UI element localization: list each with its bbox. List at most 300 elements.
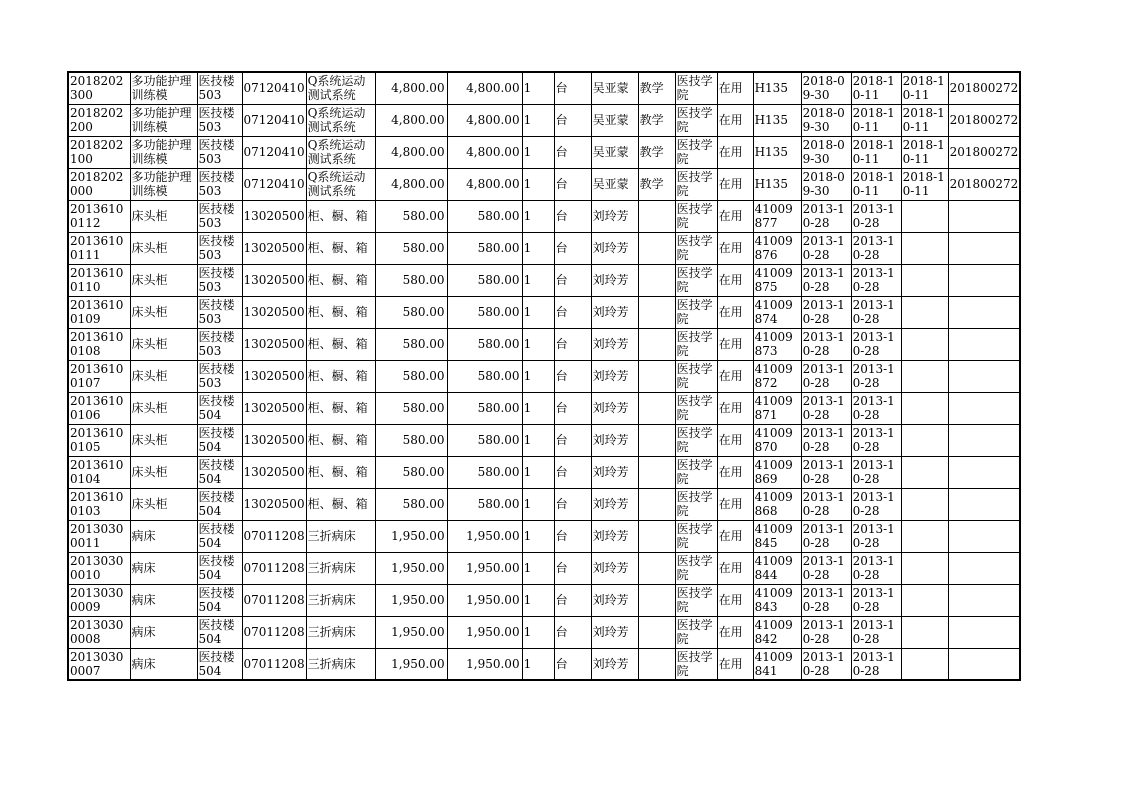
unit-cell: 台 (554, 456, 591, 488)
purchase-date-cell: 2013-10-28 (801, 456, 851, 488)
entry-date-cell: 2013-10-28 (851, 296, 901, 328)
unit-cell: 台 (554, 328, 591, 360)
location-cell: 医技楼504 (197, 456, 242, 488)
status-cell: 在用 (717, 264, 753, 296)
code-cell: 41009875 (753, 264, 801, 296)
code-cell: 41009868 (753, 488, 801, 520)
custodian-cell: 吴亚蒙 (591, 104, 638, 136)
department-cell: 医技学院 (675, 424, 717, 456)
usage-cell (638, 584, 675, 616)
custodian-cell: 刘玲芳 (591, 232, 638, 264)
table-row (68, 360, 1020, 392)
record-date-cell (901, 520, 948, 552)
asset-name-cell: 多功能护理训练模 (130, 72, 197, 104)
usage-cell: 教学 (638, 104, 675, 136)
voucher-no-cell (948, 424, 1020, 456)
voucher-no-cell (948, 232, 1020, 264)
record-date-cell (901, 648, 948, 680)
quantity-cell: 1 (522, 552, 554, 584)
category-name-cell: Q系统运动测试系统 (306, 72, 375, 104)
entry-date-cell: 2013-10-28 (851, 616, 901, 648)
usage-cell (638, 456, 675, 488)
category-code-cell: 07011208 (242, 648, 306, 680)
asset-id-cell: 2018202000 (68, 168, 130, 200)
amount-cell: 1,950.00 (447, 616, 522, 648)
record-date-cell (901, 392, 948, 424)
department-cell: 医技学院 (675, 328, 717, 360)
purchase-date-cell: 2013-10-28 (801, 200, 851, 232)
asset-name-cell: 病床 (130, 520, 197, 552)
category-name-cell: 柜、橱、箱 (306, 264, 375, 296)
entry-date-cell: 2013-10-28 (851, 456, 901, 488)
code-cell: 41009844 (753, 552, 801, 584)
record-date-cell (901, 584, 948, 616)
purchase-date-cell: 2013-10-28 (801, 584, 851, 616)
asset-name-cell: 床头柜 (130, 264, 197, 296)
quantity-cell: 1 (522, 392, 554, 424)
department-cell: 医技学院 (675, 552, 717, 584)
unit-price-cell: 580.00 (375, 392, 447, 424)
entry-date-cell: 2013-10-28 (851, 360, 901, 392)
asset-name-cell: 床头柜 (130, 328, 197, 360)
purchase-date-cell: 2018-09-30 (801, 72, 851, 104)
entry-date-cell: 2013-10-28 (851, 520, 901, 552)
asset-id-cell: 20130300007 (68, 648, 130, 680)
category-code-cell: 13020500 (242, 392, 306, 424)
asset-name-cell: 病床 (130, 616, 197, 648)
asset-name-cell: 病床 (130, 584, 197, 616)
asset-name-cell: 床头柜 (130, 456, 197, 488)
unit-price-cell: 1,950.00 (375, 584, 447, 616)
asset-name-cell: 床头柜 (130, 296, 197, 328)
usage-cell (638, 552, 675, 584)
usage-cell: 教学 (638, 168, 675, 200)
unit-cell: 台 (554, 424, 591, 456)
status-cell: 在用 (717, 616, 753, 648)
quantity-cell: 1 (522, 264, 554, 296)
unit-cell: 台 (554, 552, 591, 584)
status-cell: 在用 (717, 392, 753, 424)
entry-date-cell: 2013-10-28 (851, 200, 901, 232)
code-cell: 41009845 (753, 520, 801, 552)
status-cell: 在用 (717, 424, 753, 456)
status-cell: 在用 (717, 360, 753, 392)
unit-cell: 台 (554, 232, 591, 264)
voucher-no-cell: 201800272 (948, 168, 1020, 200)
entry-date-cell: 2013-10-28 (851, 424, 901, 456)
amount-cell: 1,950.00 (447, 520, 522, 552)
usage-cell (638, 200, 675, 232)
location-cell: 医技楼503 (197, 72, 242, 104)
asset-id-cell: 2018202200 (68, 104, 130, 136)
quantity-cell: 1 (522, 296, 554, 328)
voucher-no-cell (948, 456, 1020, 488)
asset-table-body (68, 72, 1020, 680)
asset-id-cell: 20130300008 (68, 616, 130, 648)
asset-id-cell: 2018202100 (68, 136, 130, 168)
code-cell: 41009841 (753, 648, 801, 680)
purchase-date-cell: 2013-10-28 (801, 360, 851, 392)
purchase-date-cell: 2013-10-28 (801, 616, 851, 648)
quantity-cell: 1 (522, 616, 554, 648)
unit-price-cell: 4,800.00 (375, 136, 447, 168)
location-cell: 医技楼503 (197, 200, 242, 232)
asset-id-cell: 20136100107 (68, 360, 130, 392)
table-row (68, 200, 1020, 232)
code-cell: 41009876 (753, 232, 801, 264)
department-cell: 医技学院 (675, 584, 717, 616)
record-date-cell (901, 424, 948, 456)
unit-price-cell: 1,950.00 (375, 552, 447, 584)
status-cell: 在用 (717, 168, 753, 200)
table-row (68, 488, 1020, 520)
custodian-cell: 刘玲芳 (591, 360, 638, 392)
department-cell: 医技学院 (675, 264, 717, 296)
unit-price-cell: 580.00 (375, 456, 447, 488)
table-row (68, 424, 1020, 456)
asset-id-cell: 20130300010 (68, 552, 130, 584)
amount-cell: 1,950.00 (447, 552, 522, 584)
custodian-cell: 吴亚蒙 (591, 72, 638, 104)
amount-cell: 580.00 (447, 392, 522, 424)
table-row (68, 328, 1020, 360)
voucher-no-cell (948, 552, 1020, 584)
table-row (68, 520, 1020, 552)
unit-price-cell: 580.00 (375, 200, 447, 232)
usage-cell: 教学 (638, 136, 675, 168)
category-code-cell: 13020500 (242, 424, 306, 456)
voucher-no-cell (948, 328, 1020, 360)
purchase-date-cell: 2013-10-28 (801, 424, 851, 456)
amount-cell: 580.00 (447, 264, 522, 296)
quantity-cell: 1 (522, 648, 554, 680)
purchase-date-cell: 2013-10-28 (801, 296, 851, 328)
record-date-cell (901, 616, 948, 648)
amount-cell: 4,800.00 (447, 136, 522, 168)
asset-name-cell: 床头柜 (130, 424, 197, 456)
amount-cell: 580.00 (447, 328, 522, 360)
location-cell: 医技楼504 (197, 488, 242, 520)
asset-id-cell: 20136100105 (68, 424, 130, 456)
record-date-cell (901, 296, 948, 328)
unit-price-cell: 4,800.00 (375, 104, 447, 136)
department-cell: 医技学院 (675, 296, 717, 328)
unit-price-cell: 580.00 (375, 488, 447, 520)
unit-cell: 台 (554, 520, 591, 552)
unit-cell: 台 (554, 392, 591, 424)
quantity-cell: 1 (522, 168, 554, 200)
asset-name-cell: 病床 (130, 648, 197, 680)
table-row (68, 296, 1020, 328)
table-row (68, 104, 1020, 136)
table-row (68, 232, 1020, 264)
category-name-cell: 三折病床 (306, 520, 375, 552)
asset-id-cell: 20136100103 (68, 488, 130, 520)
entry-date-cell: 2013-10-28 (851, 488, 901, 520)
asset-name-cell: 床头柜 (130, 360, 197, 392)
department-cell: 医技学院 (675, 136, 717, 168)
voucher-no-cell (948, 296, 1020, 328)
unit-price-cell: 580.00 (375, 296, 447, 328)
amount-cell: 580.00 (447, 232, 522, 264)
custodian-cell: 刘玲芳 (591, 648, 638, 680)
category-code-cell: 07011208 (242, 520, 306, 552)
status-cell: 在用 (717, 232, 753, 264)
record-date-cell: 2018-10-11 (901, 104, 948, 136)
asset-id-cell: 20136100111 (68, 232, 130, 264)
voucher-no-cell (948, 392, 1020, 424)
asset-name-cell: 病床 (130, 552, 197, 584)
unit-price-cell: 580.00 (375, 232, 447, 264)
category-name-cell: 三折病床 (306, 648, 375, 680)
usage-cell (638, 520, 675, 552)
amount-cell: 580.00 (447, 488, 522, 520)
category-name-cell: 柜、橱、箱 (306, 200, 375, 232)
code-cell: H135 (753, 168, 801, 200)
usage-cell (638, 360, 675, 392)
asset-id-cell: 20136100108 (68, 328, 130, 360)
table-row (68, 648, 1020, 680)
usage-cell (638, 424, 675, 456)
record-date-cell (901, 232, 948, 264)
asset-id-cell: 2018202300 (68, 72, 130, 104)
unit-cell: 台 (554, 584, 591, 616)
code-cell: 41009870 (753, 424, 801, 456)
category-name-cell: 柜、橱、箱 (306, 488, 375, 520)
voucher-no-cell (948, 584, 1020, 616)
amount-cell: 580.00 (447, 456, 522, 488)
custodian-cell: 吴亚蒙 (591, 168, 638, 200)
record-date-cell: 2018-10-11 (901, 136, 948, 168)
category-name-cell: Q系统运动测试系统 (306, 136, 375, 168)
voucher-no-cell (948, 360, 1020, 392)
asset-id-cell: 20136100109 (68, 296, 130, 328)
table-row (68, 72, 1020, 104)
code-cell: 41009843 (753, 584, 801, 616)
custodian-cell: 刘玲芳 (591, 328, 638, 360)
quantity-cell: 1 (522, 328, 554, 360)
entry-date-cell: 2018-10-11 (851, 136, 901, 168)
location-cell: 医技楼504 (197, 424, 242, 456)
purchase-date-cell: 2013-10-28 (801, 552, 851, 584)
location-cell: 医技楼504 (197, 648, 242, 680)
record-date-cell (901, 456, 948, 488)
record-date-cell (901, 264, 948, 296)
department-cell: 医技学院 (675, 104, 717, 136)
unit-cell: 台 (554, 296, 591, 328)
category-code-cell: 07120410 (242, 136, 306, 168)
table-row (68, 392, 1020, 424)
quantity-cell: 1 (522, 136, 554, 168)
category-code-cell: 13020500 (242, 456, 306, 488)
purchase-date-cell: 2013-10-28 (801, 648, 851, 680)
category-code-cell: 07120410 (242, 104, 306, 136)
amount-cell: 580.00 (447, 424, 522, 456)
unit-price-cell: 4,800.00 (375, 72, 447, 104)
purchase-date-cell: 2018-09-30 (801, 104, 851, 136)
voucher-no-cell: 201800272 (948, 104, 1020, 136)
purchase-date-cell: 2013-10-28 (801, 488, 851, 520)
category-name-cell: Q系统运动测试系统 (306, 104, 375, 136)
status-cell: 在用 (717, 136, 753, 168)
voucher-no-cell: 201800272 (948, 72, 1020, 104)
category-code-cell: 13020500 (242, 264, 306, 296)
purchase-date-cell: 2013-10-28 (801, 392, 851, 424)
custodian-cell: 刘玲芳 (591, 552, 638, 584)
location-cell: 医技楼503 (197, 360, 242, 392)
unit-cell: 台 (554, 72, 591, 104)
unit-price-cell: 4,800.00 (375, 168, 447, 200)
table-row (68, 552, 1020, 584)
record-date-cell (901, 552, 948, 584)
entry-date-cell: 2013-10-28 (851, 328, 901, 360)
amount-cell: 4,800.00 (447, 104, 522, 136)
voucher-no-cell (948, 200, 1020, 232)
category-code-cell: 07011208 (242, 584, 306, 616)
usage-cell (638, 392, 675, 424)
category-name-cell: 柜、橱、箱 (306, 328, 375, 360)
quantity-cell: 1 (522, 424, 554, 456)
custodian-cell: 刘玲芳 (591, 488, 638, 520)
code-cell: 41009874 (753, 296, 801, 328)
purchase-date-cell: 2013-10-28 (801, 232, 851, 264)
asset-name-cell: 多功能护理训练模 (130, 104, 197, 136)
department-cell: 医技学院 (675, 456, 717, 488)
location-cell: 医技楼504 (197, 616, 242, 648)
usage-cell: 教学 (638, 72, 675, 104)
category-name-cell: 柜、橱、箱 (306, 360, 375, 392)
asset-id-cell: 20130300011 (68, 520, 130, 552)
unit-cell: 台 (554, 136, 591, 168)
location-cell: 医技楼503 (197, 232, 242, 264)
asset-name-cell: 多功能护理训练模 (130, 136, 197, 168)
table-row (68, 168, 1020, 200)
location-cell: 医技楼504 (197, 392, 242, 424)
category-code-cell: 13020500 (242, 232, 306, 264)
code-cell: 41009873 (753, 328, 801, 360)
status-cell: 在用 (717, 584, 753, 616)
unit-cell: 台 (554, 616, 591, 648)
unit-price-cell: 580.00 (375, 328, 447, 360)
department-cell: 医技学院 (675, 648, 717, 680)
department-cell: 医技学院 (675, 616, 717, 648)
unit-cell: 台 (554, 648, 591, 680)
category-name-cell: 柜、橱、箱 (306, 232, 375, 264)
voucher-no-cell (948, 520, 1020, 552)
record-date-cell (901, 200, 948, 232)
amount-cell: 580.00 (447, 360, 522, 392)
unit-cell: 台 (554, 264, 591, 296)
category-code-cell: 13020500 (242, 360, 306, 392)
category-name-cell: 三折病床 (306, 552, 375, 584)
entry-date-cell: 2018-10-11 (851, 72, 901, 104)
amount-cell: 4,800.00 (447, 168, 522, 200)
record-date-cell (901, 328, 948, 360)
location-cell: 医技楼503 (197, 168, 242, 200)
department-cell: 医技学院 (675, 72, 717, 104)
code-cell: 41009872 (753, 360, 801, 392)
category-name-cell: Q系统运动测试系统 (306, 168, 375, 200)
category-name-cell: 柜、橱、箱 (306, 424, 375, 456)
voucher-no-cell (948, 488, 1020, 520)
code-cell: 41009869 (753, 456, 801, 488)
custodian-cell: 刘玲芳 (591, 584, 638, 616)
custodian-cell: 刘玲芳 (591, 264, 638, 296)
status-cell: 在用 (717, 488, 753, 520)
entry-date-cell: 2013-10-28 (851, 584, 901, 616)
code-cell: 41009871 (753, 392, 801, 424)
code-cell: H135 (753, 136, 801, 168)
location-cell: 医技楼503 (197, 136, 242, 168)
location-cell: 医技楼503 (197, 264, 242, 296)
department-cell: 医技学院 (675, 200, 717, 232)
asset-name-cell: 多功能护理训练模 (130, 168, 197, 200)
table-row (68, 456, 1020, 488)
code-cell: 41009877 (753, 200, 801, 232)
status-cell: 在用 (717, 200, 753, 232)
department-cell: 医技学院 (675, 360, 717, 392)
asset-name-cell: 床头柜 (130, 392, 197, 424)
location-cell: 医技楼504 (197, 520, 242, 552)
category-code-cell: 07120410 (242, 168, 306, 200)
custodian-cell: 吴亚蒙 (591, 136, 638, 168)
department-cell: 医技学院 (675, 392, 717, 424)
department-cell: 医技学院 (675, 232, 717, 264)
status-cell: 在用 (717, 72, 753, 104)
unit-price-cell: 1,950.00 (375, 648, 447, 680)
usage-cell (638, 648, 675, 680)
location-cell: 医技楼503 (197, 104, 242, 136)
usage-cell (638, 296, 675, 328)
location-cell: 医技楼503 (197, 328, 242, 360)
code-cell: H135 (753, 104, 801, 136)
unit-price-cell: 1,950.00 (375, 520, 447, 552)
unit-price-cell: 580.00 (375, 424, 447, 456)
asset-name-cell: 床头柜 (130, 232, 197, 264)
code-cell: 41009842 (753, 616, 801, 648)
usage-cell (638, 264, 675, 296)
unit-cell: 台 (554, 200, 591, 232)
table-row (68, 264, 1020, 296)
category-name-cell: 三折病床 (306, 616, 375, 648)
purchase-date-cell: 2013-10-28 (801, 328, 851, 360)
quantity-cell: 1 (522, 200, 554, 232)
unit-price-cell: 580.00 (375, 360, 447, 392)
status-cell: 在用 (717, 104, 753, 136)
usage-cell (638, 232, 675, 264)
quantity-cell: 1 (522, 232, 554, 264)
usage-cell (638, 616, 675, 648)
purchase-date-cell: 2013-10-28 (801, 264, 851, 296)
category-code-cell: 13020500 (242, 200, 306, 232)
category-name-cell: 三折病床 (306, 584, 375, 616)
asset-id-cell: 20136100112 (68, 200, 130, 232)
quantity-cell: 1 (522, 456, 554, 488)
category-code-cell: 07120410 (242, 72, 306, 104)
amount-cell: 580.00 (447, 200, 522, 232)
entry-date-cell: 2013-10-28 (851, 392, 901, 424)
status-cell: 在用 (717, 296, 753, 328)
amount-cell: 1,950.00 (447, 584, 522, 616)
table-row (68, 136, 1020, 168)
category-name-cell: 柜、橱、箱 (306, 392, 375, 424)
status-cell: 在用 (717, 328, 753, 360)
table-row (68, 584, 1020, 616)
category-code-cell: 13020500 (242, 296, 306, 328)
unit-cell: 台 (554, 488, 591, 520)
quantity-cell: 1 (522, 520, 554, 552)
custodian-cell: 刘玲芳 (591, 200, 638, 232)
